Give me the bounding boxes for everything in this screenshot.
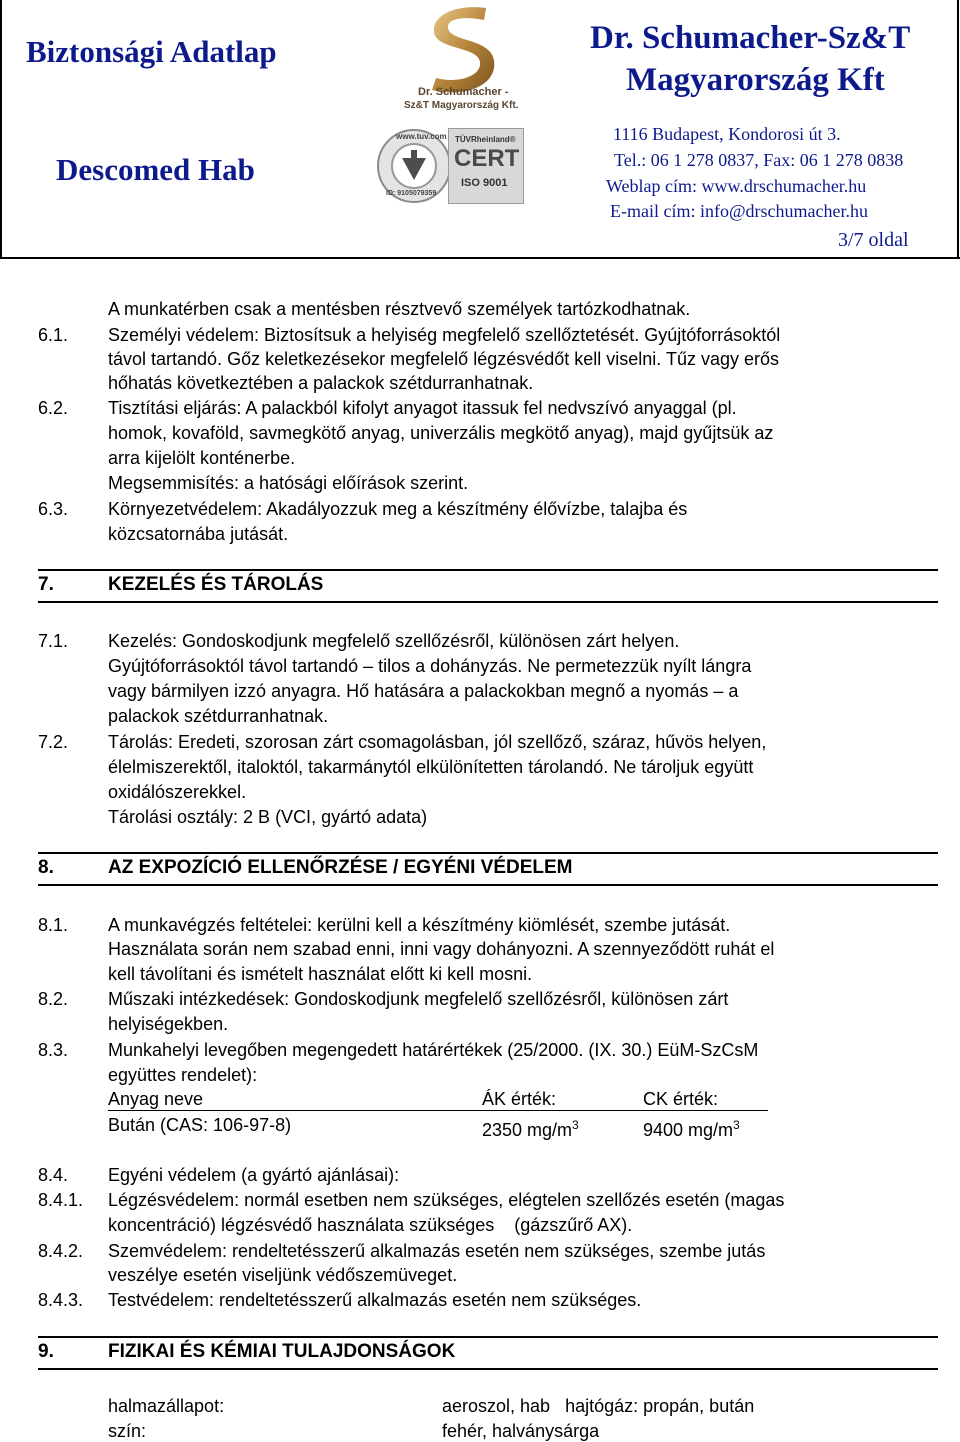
text-line: Műszaki intézkedések: Gondoskodjunk megfelelő szellőzésről, különösen zárt: [108, 989, 729, 1009]
company-website: Weblap cím: www.drschumacher.hu: [606, 176, 867, 196]
text-line: távol tartandó. Gőz keletkezésekor megfelelő légzésvédőt kell viselni. Tűz vagy erős: [108, 349, 780, 369]
text-line: élelmiszerektől, italoktól, takarmánytól elkülönítetten tárolandó. Ne tároljuk együtt: [108, 757, 754, 777]
tuv-url: www.tuv.com: [396, 132, 447, 141]
property-label: szín:: [108, 1421, 147, 1441]
company-email: E-mail cím: info@drschumacher.hu: [610, 201, 869, 221]
company-logo: [398, 2, 522, 114]
item-number: 6.2.: [38, 398, 69, 418]
text-line: kell távolítani és ismételt használat előtt ki kell mosni.: [108, 964, 533, 984]
company-name-line2: Magyarország Kft: [626, 62, 885, 98]
item-number: 8.1.: [38, 915, 69, 935]
company-address: 1116 Budapest, Kondorosi út 3.: [613, 124, 841, 144]
text-line: együttes rendelet):: [108, 1065, 258, 1085]
tuv-seal: [376, 128, 452, 204]
company-phone: Tel.: 06 1 278 0837, Fax: 06 1 278 0838: [614, 150, 904, 170]
section-title: KEZELÉS ÉS TÁROLÁS: [108, 574, 324, 595]
text-line: Környezetvédelem: Akadályozzuk meg a készítmény élővízbe, talajba és: [108, 499, 688, 519]
text-line: A munkatérben csak a mentésben résztvevő személyek tartózkodhatnak.: [108, 299, 691, 319]
text-line: közcsatornába jutását.: [108, 524, 289, 544]
header-border-left: [0, 0, 2, 258]
item-number: 6.1.: [38, 325, 69, 345]
section-number: 7.: [38, 574, 54, 595]
header-rule: [0, 257, 960, 259]
section-heading-8: [38, 852, 938, 886]
text-line: Kezelés: Gondoskodjunk megfelelő szellőzésről, különösen zárt helyen.: [108, 631, 680, 651]
text-line: vagy bármilyen izzó anyagra. Hő hatására a palackokban megnő a nyomás – a: [108, 681, 739, 701]
text-line: Megsemmisítés: a hatósági előírások szerint.: [108, 473, 469, 493]
ak-unit-exponent: 3: [572, 1118, 579, 1132]
item-number: 8.3.: [38, 1040, 69, 1060]
ck-value: 9400 mg/m: [643, 1120, 734, 1140]
section-number: 8.: [38, 857, 54, 878]
section-number: 9.: [38, 1341, 54, 1362]
table-cell-substance: Bután (CAS: 106-97-8): [108, 1115, 292, 1135]
section-title: FIZIKAI ÉS KÉMIAI TULAJDONSÁGOK: [108, 1341, 456, 1362]
header-border-right: [957, 0, 959, 258]
section-title: AZ EXPOZÍCIÓ ELLENŐRZÉSE / EGYÉNI VÉDELEM: [108, 857, 573, 878]
cert-brand: TÜVRheinland®: [455, 135, 516, 144]
text-line: koncentráció) légzésvédő használata szükséges (gázszűrő AX).: [108, 1215, 633, 1235]
text-line: Egyéni védelem (a gyártó ajánlásai):: [108, 1165, 400, 1185]
page-header: [0, 0, 960, 258]
text-line: homok, kovaföld, savmegkötő anyag, univerzális megkötő anyag), majd gyűjtsük az: [108, 423, 774, 443]
text-line: Személyi védelem: Biztosítsuk a helyiség megfelelő szellőztetését. Gyújtóforrásoktól: [108, 325, 781, 345]
text-line: oxidálószerekkel.: [108, 782, 247, 802]
text-line: Szemvédelem: rendeltetésszerű alkalmazás esetén nem szükséges, szembe jutás: [108, 1241, 766, 1261]
text-line: Tárolási osztály: 2 B (VCI, gyártó adata): [108, 807, 428, 827]
text-line: veszélye esetén viseljünk védőszemüveget.: [108, 1265, 458, 1285]
cert-badge: [448, 128, 524, 204]
cert-iso: ISO 9001: [461, 177, 508, 189]
property-value: fehér, halványsárga: [442, 1421, 600, 1441]
text-line: palackok szétdurranhatnak.: [108, 706, 329, 726]
table-cell-ak: [482, 1114, 579, 1141]
ak-value: 2350 mg/m: [482, 1120, 573, 1140]
text-line: A munkavégzés feltételei: kerülni kell a készítmény kiömlését, szembe jutását.: [108, 915, 731, 935]
text-line: Tisztítási eljárás: A palackból kifolyt anyagot itassuk fel nedvszívó anyaggal (pl.: [108, 398, 737, 418]
cert-word: CERT: [454, 145, 520, 172]
text-line: Munkahelyi levegőben megengedett határértékek (25/2000. (IX. 30.) EüM-SzCsM: [108, 1040, 759, 1060]
text-line: Gyújtóforrásoktól távol tartandó – tilos a dohányzás. Ne permetezzük nyílt lángra: [108, 656, 752, 676]
property-label: halmazállapot:: [108, 1396, 225, 1416]
item-number: 8.4.3.: [38, 1290, 84, 1310]
item-number: 8.4.2.: [38, 1241, 84, 1261]
item-number: 6.3.: [38, 499, 69, 519]
text-line: hőhatás következtében a palackok szétdurranhatnak.: [108, 373, 534, 393]
text-line: Légzésvédelem: normál esetben nem szükséges, elégtelen szellőzés esetén (magas: [108, 1190, 785, 1210]
item-number: 8.4.: [38, 1165, 69, 1185]
table-header-ak: ÁK érték:: [482, 1089, 557, 1109]
text-line: Testvédelem: rendeltetésszerű alkalmazás esetén nem szükséges.: [108, 1290, 642, 1310]
doc-type-title: Biztonsági Adatlap: [26, 34, 277, 69]
section-heading-7: [38, 569, 938, 603]
table-header-rule: [108, 1110, 768, 1111]
logo-caption-1: Dr. Schumacher -: [418, 86, 509, 98]
text-line: helyiségekben.: [108, 1014, 229, 1034]
table-header-ck: CK érték:: [643, 1089, 719, 1109]
product-name: Descomed Hab: [56, 152, 255, 187]
text-line: Tárolás: Eredeti, szorosan zárt csomagolásban, jól szellőző, száraz, hűvös helyen,: [108, 732, 767, 752]
item-number: 7.1.: [38, 631, 69, 651]
section-heading-9: [38, 1336, 938, 1370]
page-number: 3/7 oldal: [838, 229, 909, 251]
item-number: 8.2.: [38, 989, 69, 1009]
logo-caption-2: Sz&T Magyarország Kft.: [404, 100, 519, 111]
text-line: arra kijelölt konténerbe.: [108, 448, 296, 468]
item-number: 8.4.1.: [38, 1190, 84, 1210]
property-value: aeroszol, hab hajtógáz: propán, bután: [442, 1396, 755, 1416]
company-name-line1: Dr. Schumacher-Sz&T: [590, 20, 911, 56]
item-number: 7.2.: [38, 732, 69, 752]
table-cell-ck: [643, 1114, 740, 1141]
tuv-id: ID: 9105079359: [386, 190, 437, 197]
ck-unit-exponent: 3: [733, 1118, 740, 1132]
text-line: Használata során nem szabad enni, inni vagy dohányozni. A szennyeződött ruhát el: [108, 939, 775, 959]
table-header-substance: Anyag neve: [108, 1089, 204, 1109]
